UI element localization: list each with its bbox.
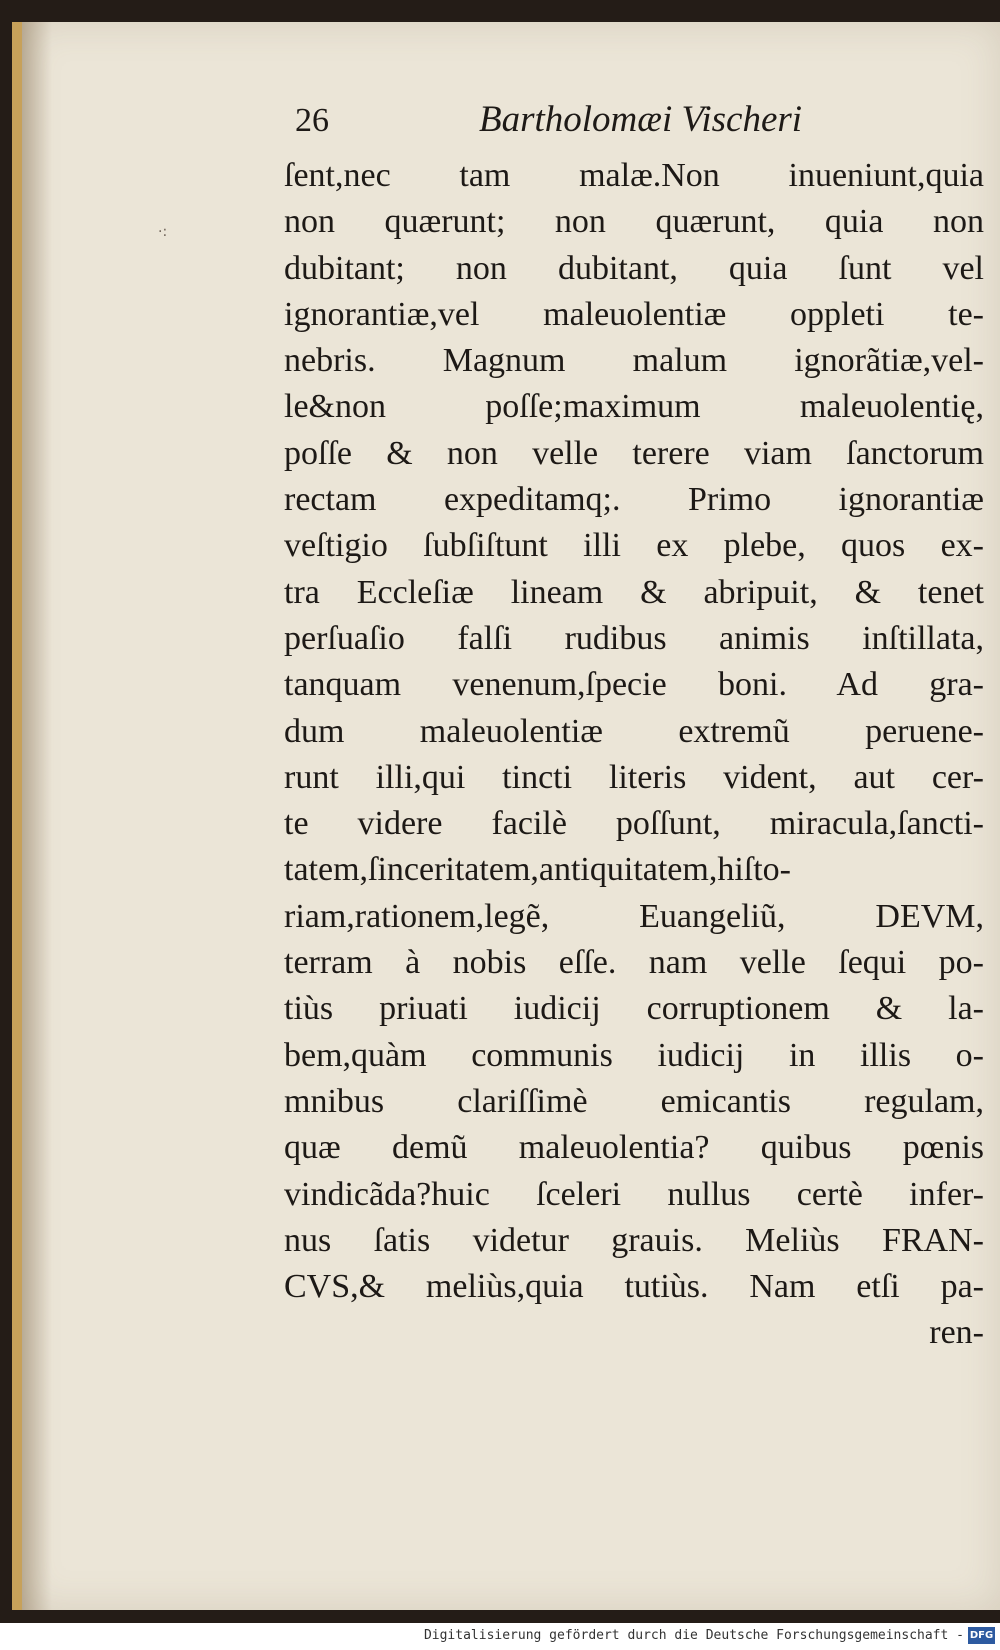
body-text: [284, 153, 984, 1357]
text-line: terram à nobis eſſe. nam velle ſequi po-: [284, 944, 984, 982]
text-line: bem,quàm communis iudicij in illis o-: [284, 1036, 984, 1074]
text-line: runt illi,qui tincti literis vident, aut cer-: [284, 758, 984, 796]
text-line: riam,rationem,legẽ, Euangeliũ, DEVM,: [284, 897, 984, 935]
text-line: te videre facilè poſſunt, miracula,ſancti-: [284, 805, 984, 843]
text-line: dum maleuolentiæ extremũ peruene-: [284, 712, 984, 750]
text-line: poſſe & non velle terere viam ſanctorum: [284, 434, 984, 472]
text-line: CVS,& meliùs,quia tutiùs. Nam etſi pa-: [284, 1268, 984, 1306]
running-head: Bartholomæi Vischeri: [479, 99, 803, 140]
text-line: quæ demũ maleuolentia? quibus pœnis: [284, 1129, 984, 1167]
text-line: ren-: [929, 1314, 984, 1352]
text-line: mnibus clariſſimè emicantis regulam,: [284, 1082, 984, 1120]
footer-bar: [0, 1623, 1000, 1650]
funding-credit: Digitalisierung gefördert durch die Deutsche Forschungsgemeinschaft -: [423, 1628, 964, 1643]
text-line: dubitant; non dubitant, quia ſunt vel: [284, 249, 984, 287]
page-header: [295, 98, 855, 142]
text-line: le&non poſſe;maximum maleuolentię,: [284, 388, 984, 426]
margin-mark: ·:: [158, 224, 168, 240]
dfg-logo: DFG: [968, 1627, 995, 1644]
text-line: perſuaſio falſi rudibus animis inſtillata,: [284, 619, 984, 657]
text-line: ignorantiæ,vel maleuolentiæ oppleti te-: [284, 295, 984, 333]
text-line: non quærunt; non quærunt, quia non: [284, 203, 984, 241]
text-line: tra Eccleſiæ lineam & abripuit, & tenet: [284, 573, 984, 611]
page-number: 26: [295, 102, 329, 139]
text-line: rectam expeditamq;. Primo ignorantiæ: [284, 481, 984, 519]
text-line: nebris. Magnum malum ignorãtiæ,vel-: [284, 342, 984, 380]
page-gutter-shadow: [22, 22, 52, 1610]
text-line: tatem,ſinceritatem,antiquitatem,hiſto-: [284, 851, 791, 889]
text-line: ſent,nec tam malæ.Non inueniunt,quia: [284, 157, 984, 194]
text-line: tiùs priuati iudicij corruptionem & la-: [284, 990, 984, 1028]
text-line: vindicãda?huic ſceleri nullus certè infer-: [284, 1175, 984, 1213]
text-line: nus ſatis videtur grauis. Meliùs FRAN-: [284, 1221, 984, 1259]
text-line: tanquam venenum,ſpecie boni. Ad gra-: [284, 666, 984, 704]
text-line: veſtigio ſubſiſtunt illi ex plebe, quos ex-: [284, 527, 984, 565]
